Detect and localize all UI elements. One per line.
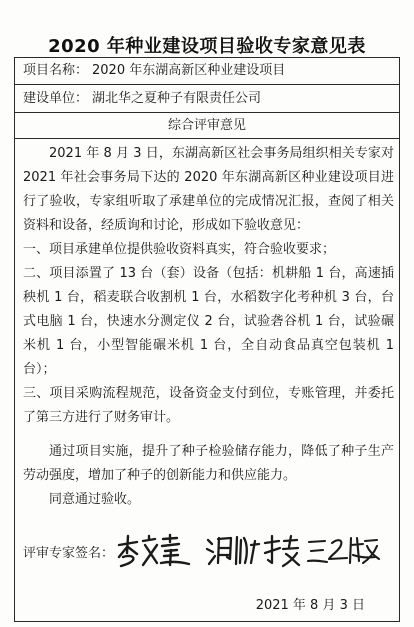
project-name-value: 2020 年东湖高新区种业建设项目 bbox=[92, 63, 286, 78]
conclusion-paragraph: 通过项目实施，提升了种子检验储存能力，降低了种子生产劳动强度，增加了种子的创新能力和供应能力。 bbox=[23, 444, 394, 483]
opinion-item-3: 三、项目采购流程规范，设备资金支付到位，专账管理，并委托了第三方进行了财务审计。 bbox=[23, 386, 394, 425]
opinion-form-table bbox=[14, 57, 400, 622]
handwritten-signature-1 bbox=[115, 533, 197, 569]
construction-unit-value: 湖北华之夏种子有限责任公司 bbox=[92, 91, 262, 106]
review-opinion-body bbox=[15, 142, 401, 512]
project-name-label: 项目名称： bbox=[23, 63, 89, 78]
approval-paragraph: 同意通过验收。 bbox=[49, 492, 141, 507]
section-title: 综合评审意见 bbox=[167, 118, 246, 133]
opinion-item-2: 二、项目添置了 13 台（套）设备（包括：机耕船 1 台，高速插秧机 1 台，稻麦联合收割机 1 台，水稻数字化考种机 3 台，台式电脑 1 台，快速水分测定仪 2 台，试验砻谷机 1 台，试验碾米机 1 台，小型智能碾米机 1 台，全自动食品真空包装机 1 台）； bbox=[23, 266, 394, 377]
signing-date: 2021 年 8 月 3 日 bbox=[255, 598, 365, 613]
construction-unit-row bbox=[15, 85, 399, 113]
project-name-row bbox=[15, 58, 399, 85]
signature-label: 评审专家签名： bbox=[23, 546, 115, 561]
handwritten-signature-3 bbox=[307, 533, 383, 569]
intro-paragraph: 2021 年 8 月 3 日，东湖高新区社会事务局组织相关专家对 2021 年社会事务局下达的 2020 年东湖高新区种业建设项目进行了验收，专家组听取了承建单位的完成情况汇报，查阅了相关资料和设备，经质询和讨论，形成如下验收意见： bbox=[23, 146, 394, 233]
section-title-row bbox=[15, 113, 399, 139]
construction-unit-label: 建设单位： bbox=[23, 91, 89, 106]
document-title: 2020 年种业建设项目验收专家意见表 bbox=[48, 36, 366, 57]
paragraph-gap bbox=[23, 430, 394, 440]
signature-row bbox=[23, 533, 393, 569]
opinion-item-1: 一、项目承建单位提供验收资料真实，符合验收要求； bbox=[23, 242, 336, 257]
handwritten-signature-2 bbox=[203, 533, 303, 569]
